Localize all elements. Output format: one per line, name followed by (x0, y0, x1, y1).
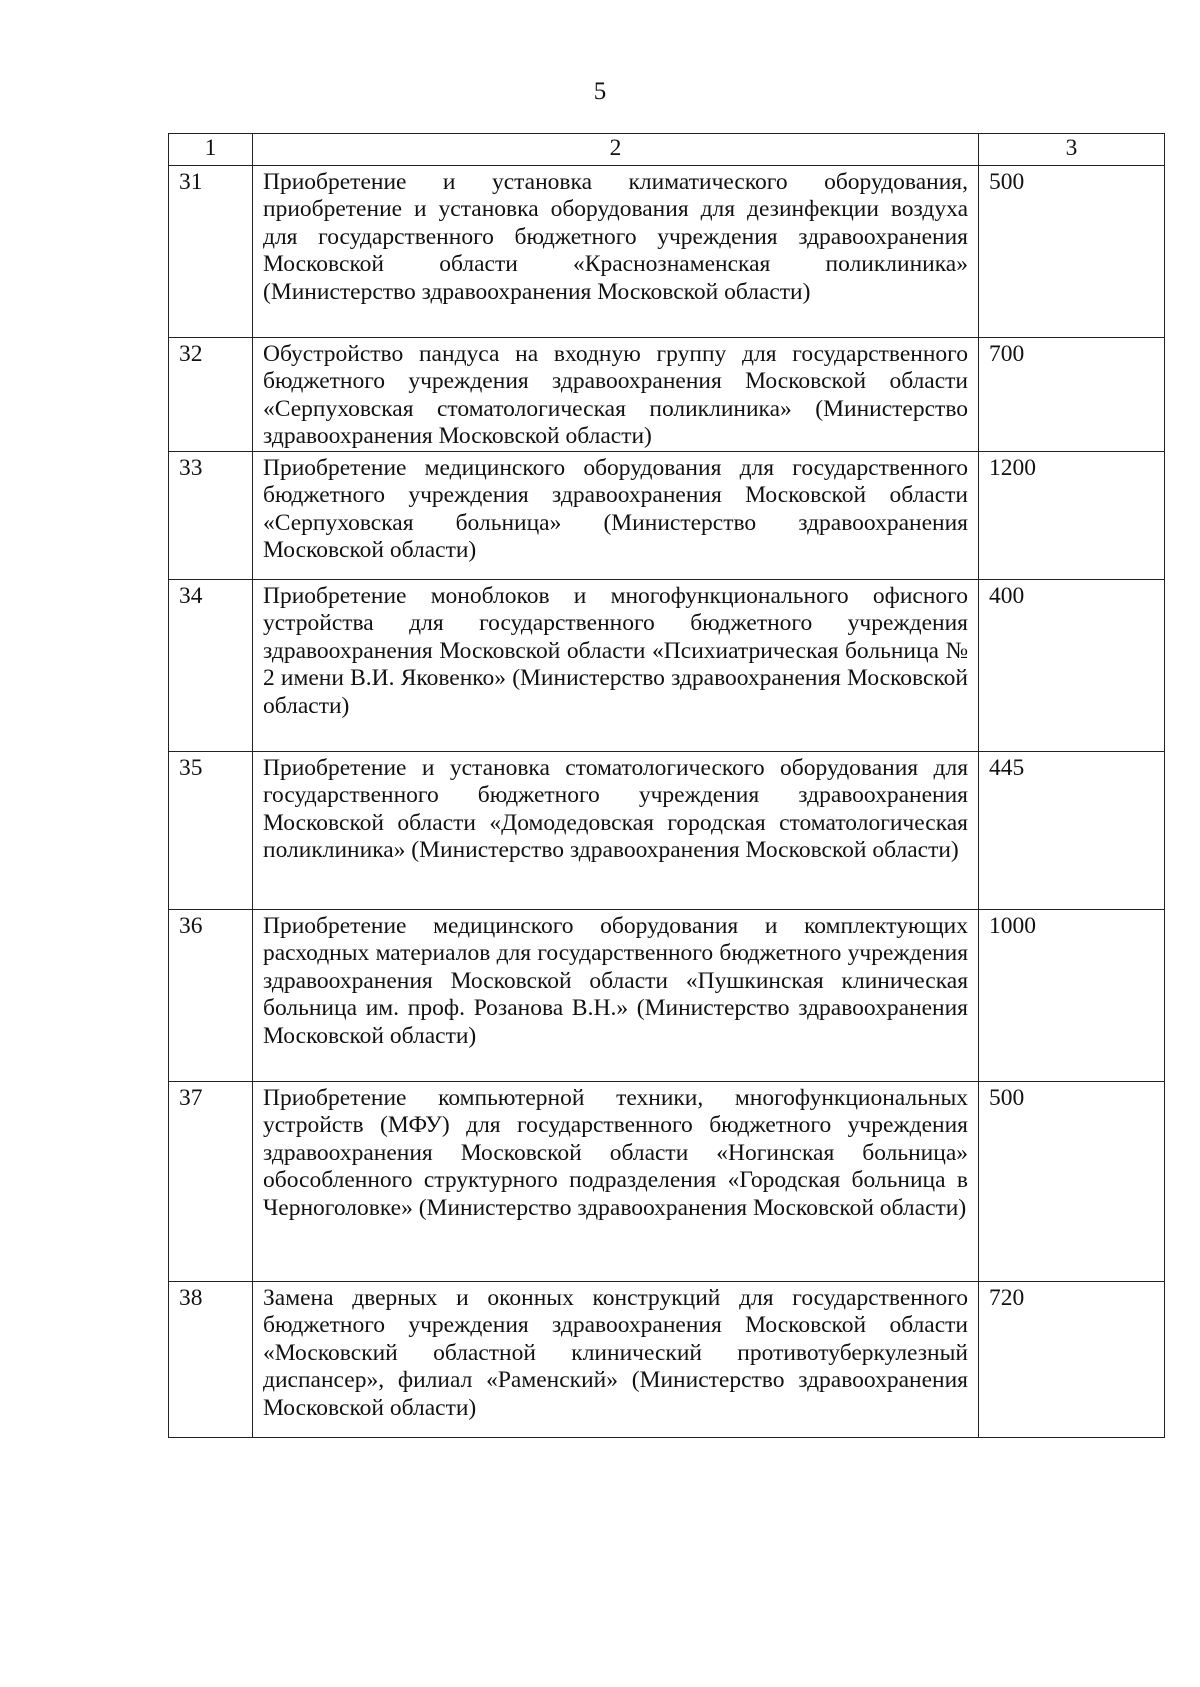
row-amount: 400 (979, 580, 1165, 752)
table-row (169, 1082, 1165, 1282)
row-description: Приобретение компьютерной техники, многофункциональных устройств (МФУ) для государственного бюджетного учреждения здравоохранения Московской области «Ногинская больница» обособленного структурного подразделения «Городская больница в Черноголовке» (Министерство здравоохранения Московской области) (253, 1082, 979, 1282)
table-row (169, 910, 1165, 1082)
table-row (169, 452, 1165, 580)
row-amount: 700 (979, 338, 1165, 452)
row-number: 36 (169, 910, 253, 1082)
header-cell-3: 3 (979, 134, 1165, 166)
row-amount: 1200 (979, 452, 1165, 580)
funding-table (168, 133, 1165, 1438)
row-description: Приобретение медицинского оборудования для государственного бюджетного учреждения здравоохранения Московской области «Серпуховская больница» (Министерство здравоохранения Московской области) (253, 452, 979, 580)
row-number: 37 (169, 1082, 253, 1282)
row-amount: 500 (979, 1082, 1165, 1282)
row-number: 31 (169, 166, 253, 338)
row-number: 35 (169, 752, 253, 910)
row-description: Приобретение медицинского оборудования и комплектующих расходных материалов для государственного бюджетного учреждения здравоохранения Московской области «Пушкинская клиническая больница им. проф. Розанова В.Н.» (Министерство здравоохранения Московской области) (253, 910, 979, 1082)
row-number: 32 (169, 338, 253, 452)
row-amount: 720 (979, 1282, 1165, 1438)
row-amount: 1000 (979, 910, 1165, 1082)
row-amount: 500 (979, 166, 1165, 338)
table-row (169, 1282, 1165, 1438)
page-number: 5 (593, 78, 607, 105)
row-description: Замена дверных и оконных конструкций для государственного бюджетного учреждения здравоохранения Московской области «Московский областной клинический противотуберкулезный диспансер», филиал «Раменский» (Министерство здравоохранения Московской области) (253, 1282, 979, 1438)
header-cell-1: 1 (169, 134, 253, 166)
table-row (169, 166, 1165, 338)
row-number: 38 (169, 1282, 253, 1438)
table-row (169, 338, 1165, 452)
row-number: 34 (169, 580, 253, 752)
row-description: Приобретение и установка стоматологического оборудования для государственного бюджетного учреждения здравоохранения Московской области «Домодедовская городская стоматологическая поликлиника» (Министерство здравоохранения Московской области) (253, 752, 979, 910)
table-row (169, 752, 1165, 910)
row-amount: 445 (979, 752, 1165, 910)
row-description: Приобретение моноблоков и многофункционального офисного устройства для государственного бюджетного учреждения здравоохранения Московской области «Психиатрическая больница № 2 имени В.И. Яковенко» (Министерство здравоохранения Московской области) (253, 580, 979, 752)
row-description: Обустройство пандуса на входную группу для государственного бюджетного учреждения здравоохранения Московской области «Серпуховская стоматологическая поликлиника» (Министерство здравоохранения Московской области) (253, 338, 979, 452)
table-row (169, 580, 1165, 752)
header-cell-2: 2 (253, 134, 979, 166)
table-header-row (169, 134, 1165, 166)
row-number: 33 (169, 452, 253, 580)
row-description: Приобретение и установка климатического оборудования, приобретение и установка оборудования для дезинфекции воздуха для государственного бюджетного учреждения здравоохранения Московской области «Краснознаменская поликлиника» (Министерство здравоохранения Московской области) (253, 166, 979, 338)
